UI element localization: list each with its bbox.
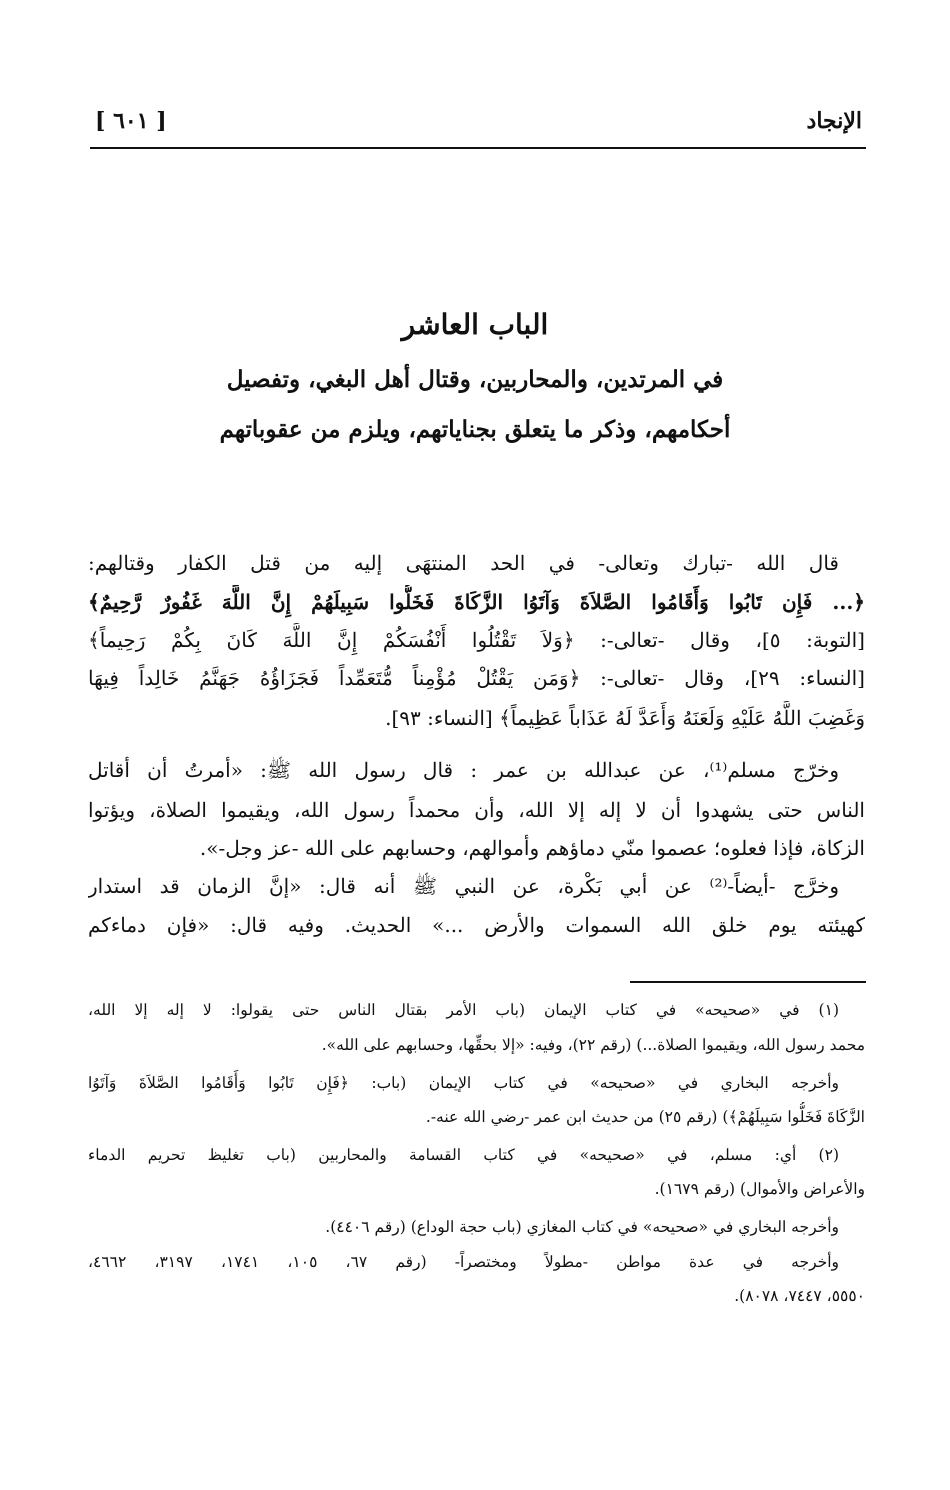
body-line: قال الله -تبارك وتعالى- في الحد المنتهَى إليه من قتل الكفار وقتالهم: <box>88 551 839 575</box>
body-line: [التوبة: ٥]، وقال -تعالى-: ﴿وَلاَ تَقْتُلُوا أَنْفُسَكُمْ إِنَّ اللَّهَ كَانَ بِكُمْ رَحِيماً﴾ <box>88 628 865 652</box>
body-line: وخرَّج -أيضاً-⁽²⁾ عن أبي بَكْرة، عن النبي ﷺ أنه قال: «إنَّ الزمان قد استدار <box>88 874 840 898</box>
body-line: وخرّج مسلم⁽¹⁾، عن عبدالله بن عمر : قال رسول الله ﷺ: «أمرتُ أن أقاتل <box>88 758 839 782</box>
header-rule <box>90 147 866 149</box>
chapter-title: الباب العاشر <box>401 308 549 341</box>
footnote-line: وأخرجه في عدة مواطن -مطولاً ومختصراً- (رقم ٦٧، ١٠٥، ١٧٤١، ٣١٩٧، ٤٦٦٢، <box>88 1253 839 1271</box>
body-line: وَغَضِبَ اللَّهُ عَلَيْهِ وَلَعَنَهُ وَأَعَدَّ لَهُ عَذَاباً عَظِيماً﴾ [النساء: ٩٣]. <box>385 706 865 730</box>
footnote-line: وأخرجه البخاري في «صحيحه» في كتاب المغازي (باب حجة الوداع) (رقم ٤٤٠٦). <box>325 1218 839 1236</box>
body-line: الناس حتى يشهدوا أن لا إله إلا الله، وأن محمداً رسول الله، ويقيموا الصلاة، ويؤتوا <box>88 798 865 822</box>
body-line: الزكاة، فإذا فعلوه؛ عصموا منّي دماؤهم وأموالهم، وحسابهم على الله -عز وجل-». <box>199 836 865 860</box>
footnote-line: (٢) أي: مسلم، في «صحيحه» في كتاب القسامة والمحاربين (باب تغليظ تحريم الدماء <box>88 1146 839 1164</box>
footnote-separator <box>630 981 866 983</box>
body-line: كهيئته يوم خلق الله السموات والأرض ...» الحديث. وفيه قال: «فإن دماءكم <box>88 913 865 937</box>
footnote-line: ٥٥٥٠، ٧٤٤٧، ٨٠٧٨). <box>734 1287 865 1305</box>
running-title: الإنجاد <box>806 108 862 134</box>
footnote-line: والأعراض والأموال) (رقم ١٦٧٩). <box>654 1180 865 1198</box>
footnote-line: محمد رسول الله، ويقيموا الصلاة...) (رقم ٢٢)، وفيه: «إلا بحقِّها، وحسابهم على الله». <box>321 1036 865 1054</box>
body-line-quran: ﴿... فَإِن تَابُوا وَأَقَامُوا الصَّلاَةَ وَآتَوُا الزَّكَاةَ فَخَلُّوا سَبِيلَهُمْ إِنَّ اللَّهَ غَفُورٌ رَّحِيمٌ﴾ <box>88 590 865 614</box>
footnote-line: الزَّكَاةَ فَخَلُّوا سَبِيلَهُمْ﴾) (رقم ٢٥) من حديث ابن عمر -رضي الله عنه-. <box>425 1108 865 1126</box>
page-number: [ ٦٠١ ] <box>95 108 167 134</box>
footnote-line: وأخرجه البخاري في «صحيحه» في كتاب الإيمان (باب: ﴿فَإِن تَابُوا وَأَقَامُوا الصَّلاَةَ وَآتَوُا <box>88 1074 839 1092</box>
chapter-subtitle-line: أحكامهم، وذكر ما يتعلق بجناياتهم، ويلزم من عقوباتهم <box>219 416 731 443</box>
chapter-subtitle-line: في المرتدين، والمحاربين، وقتال أهل البغي، وتفصيل <box>226 366 724 393</box>
body-line: [النساء: ٢٩]، وقال -تعالى-: ﴿وَمَن يَقْتُلْ مُؤْمِناً مُّتَعَمِّداً فَجَزَاؤُهُ جَهَنَّمُ خَالِداً فِيهَا <box>88 666 865 690</box>
footnote-line: (١) في «صحيحه» في كتاب الإيمان (باب الأمر بقتال الناس حتى يقولوا: لا إله إلا الله، <box>88 1001 839 1019</box>
